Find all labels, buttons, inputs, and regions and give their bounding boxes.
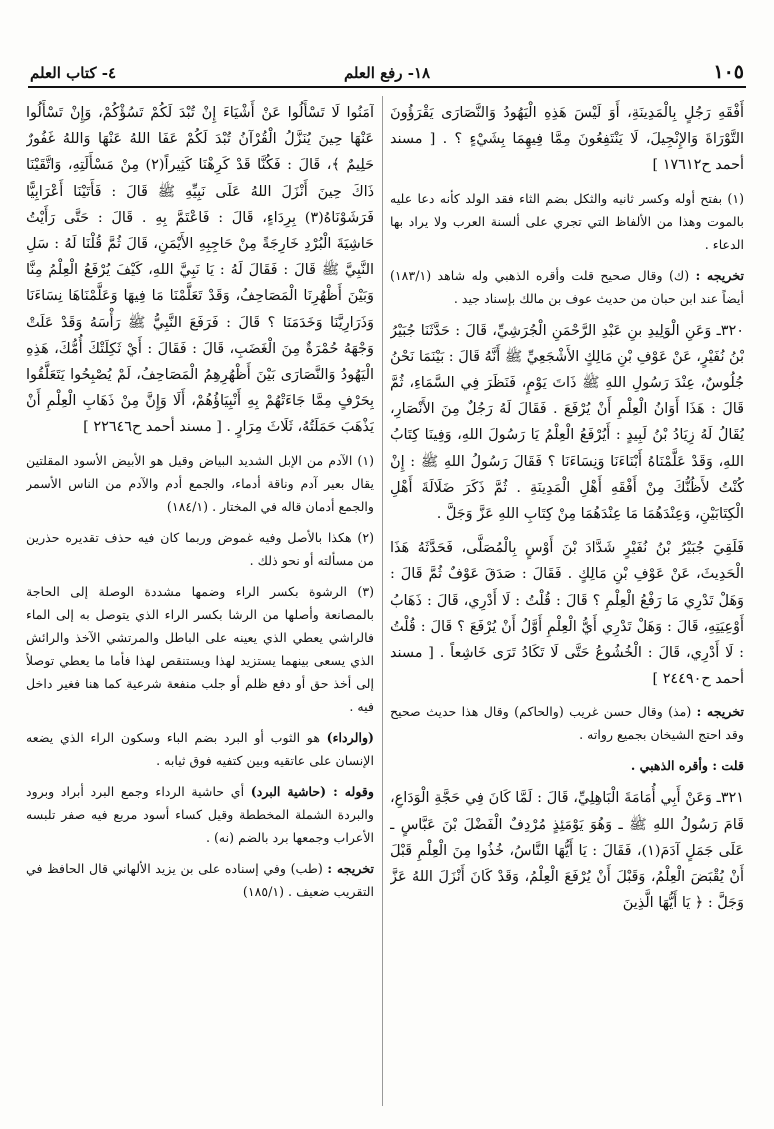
footnote-3: (٣) الرشوة بكسر الراء وضمها مشددة الوصلة إلى الحاجة بالمصانعة وأصلها من الرشا بكسر الراء الذي يتوصل به إلى الماء فالراشي يعطي الذي يعينه على الباطل والمرتشي الآخذ والرائش الذي يسعى بينهما يستزيد لهذا ويستنقص لهذا فأما ما يعطي توصلاً إلى أخذ حق أو دفع ظلم أو جلب منفعة شرعية كما هنا فغير داخل فيه .	[26, 583, 374, 714]
hashiya-text: أي حاشية الرداء وجمع البرد أبراد وبرود والبردة الشملة المخططة وقيل كساء أسود مربع فيه صفر تلبسه الأعراب وجمعها برد بالضم (نه) .	[26, 783, 374, 845]
left-column	[26, 100, 374, 1110]
footnote-1: (١) الآدم من الإبل الشديد البياض وقيل هو الأبيض الأسود المقلتين يقال بعير آدم وناقة أدماء، والجمع أدم والآدم من الناس الأسمر والجمع أدمان قاله في المختار . (١٨٤/١)	[26, 452, 374, 514]
hadith-320: ٣٢٠ـ وَعَنِ الْوَلِيدِ بنِ عَبْدِ الرَّحْمَنِ الْجُرَشِيِّ، قَالَ : حَدَّثَنَا جُبَيْرُ بْنُ نُفَيْرٍ، عَنْ عَوْفِ بْنِ مَالِكٍ الأَشْجَعِيِّ ﷺ أَنَّهُ قَالَ : بَيْنَمَا نَحْنُ جُلُوسٌ، عِنْدَ رَسُولِ اللهِ ﷺ ذَاتَ يَوْمٍ، فَنَظَرَ فِي السَّمَاءِ، ثُمَّ قَالَ : هَذَا أَوَانُ الْعِلْمِ أَنْ يُرْفَعَ . فَقَالَ لَهُ رَجُلٌ مِنَ الأَنْصَارِ، يُقَالُ لَهُ زِيَادُ بْنُ لَبِيدٍ : أَيُرْفَعُ الْعِلْمُ يَا رَسُولَ اللهِ، وَفِينَا كِتَابُ اللهِ، وَقَدْ عَلَّمْنَاهُ أَبْنَاءَنَا وَنِسَاءَنَا ؟ فَقَالَ رَسُولُ اللهِ ﷺ : إِنْ كُنْتُ لأَظُنُّكَ مِنْ أَفْقَهِ أَهْلِ الْمَدِينَةِ . ثُمَّ ذَكَرَ ضَلَالَةَ أَهْلِ الْكِتَابَيْنِ، وَعِنْدَهُمَا مَا عِنْدَهُمَا مِنْ كِتَابِ اللهِ عَزَّ وَجَلَّ .	[390, 322, 744, 523]
chapter-title: ١٨- رفع العلم	[343, 64, 431, 82]
hashiya-note	[26, 780, 374, 849]
takhrij-text: (مذ) وقال حسن غريب (والحاكم) وقال هذا حديث صحيح وقد احتج الشيخان بجميع رواته .	[390, 704, 744, 743]
takhrij-label: تخريجه :	[695, 267, 744, 283]
column-divider	[382, 96, 383, 1106]
takhrij-label: تخريجه :	[696, 704, 744, 720]
page-header	[28, 58, 746, 88]
page-number: ١٠٥	[713, 61, 744, 83]
rida-label: (والرداء)	[326, 729, 374, 745]
rida-text: هو الثوب أو البرد بضم الباء وسكون الراء الذي يضعه الإنسان على عاتقيه وبين كتفيه فوق ثيابه .	[26, 729, 374, 768]
rida-note	[26, 726, 374, 772]
hadith-321-cont: آمَنُوا لَا تَسْأَلُوا عَنْ أَشْيَاءَ إِنْ تُبْدَ لَكُمْ تَسُؤْكُمْ، وَإِنْ تَسْأَلُوا عَنْهَا حِينَ يُنَزَّلُ الْقُرْآنُ تُبْدَ لَكُمْ عَفَا اللهُ عَنْهَا وَاللهُ غَفُورٌ حَلِيمٌ ﴾، قَالَ : فَكُنَّا قَدْ كَرِهْنَا كَثِيراً(٢) مِنْ مَسْأَلَتِهِ، وَاتَّقَيْنَا ذَاكَ حِينَ أَنْزَلَ اللهُ عَلَى نَبِيِّهِ ﷺ قَالَ : فَأَتَيْنَا أَعْرَابِيًّا فَرَشَوْنَاهُ(٣) بِرِدَاءٍ، قَالَ : فَاعْتَمَّ بِهِ . قَالَ : حَتَّى رَأَيْتُ حَاشِيَةَ الْبُرْدِ خَارِجَةً مِنْ حَاجِبِهِ الأَيْمَنِ، قَالَ ثُمَّ قُلْنَا لَهُ : سَلِ النَّبِيَّ ﷺ قَالَ : فَقَالَ لَهُ : يَا نَبِيَّ اللهِ، كَيْفَ يُرْفَعُ الْعِلْمُ مِنَّا وَبَيْنَ أَظْهُرِنَا الْمَصَاحِفُ، وَقَدْ تَعَلَّمْنَا مَا فِيهَا وَعَلَّمْنَاهَا نِسَاءَنَا وَذَرَارِيَّنَا وَخَدَمَنَا ؟ قَالَ : فَرَفَعَ النَّبِيُّ ﷺ رَأْسَهُ وَقَدْ عَلَتْ وَجْهَهُ حُمْرَةٌ مِنَ الْغَضَبِ، قَالَ : فَقَالَ : أَيْ ثَكِلَتْكَ أُمُّكَ، هَذِهِ الْيَهُودُ وَالنَّصَارَى بَيْنَ أَظْهُرِهِمُ الْمَصَاحِفُ، لَمْ يُصْبِحُوا يَتَعَلَّقُوا بِحَرْفٍ مِمَّا جَاءَتْهُمْ بِهِ أَنْبِيَاؤُهُمْ، أَلَا وَإِنَّ مِنْ ذَهَابِ الْعِلْمِ أَنْ يَذْهَبَ حَمَلَتُهُ، ثَلَاثَ مِرَارٍ . [ مسند أحمد ح٢٢٦٤٦ ]	[26, 105, 374, 436]
footnote-2: (٢) هكذا بالأصل وفيه غموض وربما كان فيه حذف تقديره حذرين من مسألته أو نحو ذلك .	[26, 529, 374, 568]
takhrij-319	[390, 264, 744, 310]
book-title: ٤- كتاب العلم	[30, 64, 117, 82]
right-column	[390, 100, 744, 1110]
takhrij-label: تخريجه :	[327, 860, 374, 876]
takhrij-320	[390, 700, 744, 746]
footnote-1: (١) بفتح أوله وكسر ثانيه والثكل بضم الثاء فقد الولد كأنه دعا عليه بالموت وهذا من الألفاظ التي تجري على ألسنة العرب ولا يراد بها الدعاء .	[390, 190, 744, 252]
qult-note: قلت : وأقره الذهبي .	[630, 758, 744, 774]
hadith-319-end: أَفْقَهِ رَجُلٍ بِالْمَدِينَةِ، أَوَ لَيْسَ هَذِهِ الْيَهُودُ وَالنَّصَارَى يَقْرَؤُونَ التَّوْرَاةَ وَالإِنْجِيلَ، لَا يَنْتَفِعُونَ مِمَّا فِيهِمَا بِشَيْءٍ ؟ . [ مسند أحمد ح١٧٦١٢ ]	[390, 105, 744, 174]
takhrij-321	[26, 857, 374, 903]
hashiya-label: وقوله : (حاشية البرد)	[250, 783, 374, 799]
takhrij-text: (ك) وقال صحيح قلت وأقره الذهبي وله شاهد (١٨٣/١) أيضاً عند ابن حبان من حديث عوف بن مالك بإسناد جيد .	[390, 267, 744, 306]
hadith-320-part2: فَلَقِيَ جُبَيْرُ بْنُ نُفَيْرٍ شَدَّادَ بْنَ أَوْسٍ بِالْمُصَلَّى، فَحَدَّثَهُ هَذَا الْحَدِيثَ، عَنْ عَوْفِ بْنِ مَالِكٍ . فَقَالَ : صَدَقَ عَوْفٌ ثُمَّ قَالَ : وَهَلْ تَدْرِي مَا رَفْعُ الْعِلْمِ ؟ قَالَ : قُلْتُ : لَا أَدْرِي، قَالَ : ذَهَابُ أَوْعِيَتِهِ، قَالَ : وَهَلْ تَدْرِي أَيُّ الْعِلْمِ أَوَّلُ أَنْ يُرْفَعَ ؟ قَالَ : قُلْتُ : لَا أَدْرِي، قَالَ : الْخُشُوعُ حَتَّى لَا تَكَادُ تَرَى خَاشِعاً . [ مسند أحمد ح٢٤٤٩٠ ]	[390, 540, 744, 688]
takhrij-text: (طب) وفي إسناده على بن يزيد الألهاني قال الحافظ في التقريب ضعيف . (١٨٥/١)	[26, 860, 374, 899]
hadith-321: ٣٢١ـ وَعَنْ أَبِي أُمَامَةَ الْبَاهِلِيِّ، قَالَ : لَمَّا كَانَ فِي حَجَّةِ الْوَدَاعِ، قَامَ رَسُولُ اللهِ ﷺ ـ وَهُوَ يَوْمَئِذٍ مُرْدِفٌ الْفَضْلَ بْنَ عَبَّاسٍ ـ عَلَى جَمَلٍ آدَمَ(١)، فَقَالَ : يَا أَيُّهَا النَّاسُ، خُذُوا مِنَ الْعِلْمِ قَبْلَ أَنْ يُقْبَضَ الْعِلْمُ، وَقَبْلَ أَنْ يُرْفَعَ الْعِلْمُ، وَقَدْ كَانَ أَنْزَلَ اللهُ عَزَّ وَجَلَّ : ﴿ يَا أَيُّهَا الَّذِينَ	[390, 790, 744, 912]
